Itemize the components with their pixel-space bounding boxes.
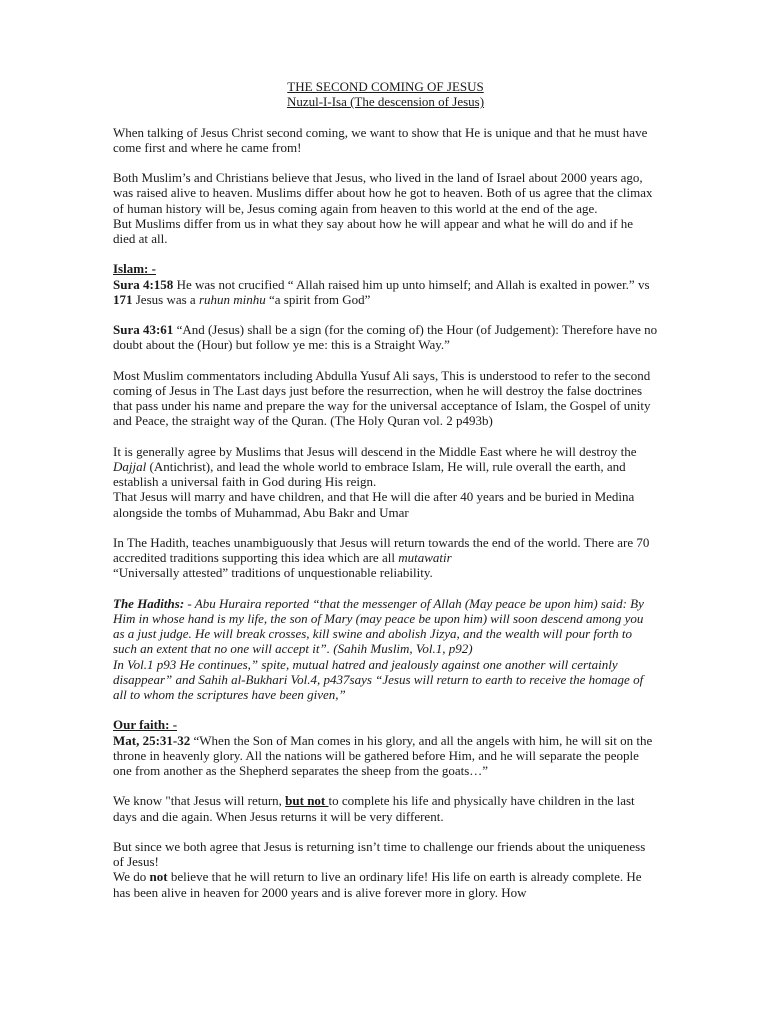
hadiths-paragraph: The Hadiths: - Abu Huraira reported “that the messenger of Allah (May peace be upon him) said: By Him in whose hand is my life, the son of Mary (may peace be upon him) will soon descend among you as a just judge. He will break crosses, kill swine and abolish Jizya, and the wealth will pour forth to such an extent that no one will accept it”. (Sahih Muslim, Vol.1, p92) <box>113 595 644 657</box>
faith-heading: Our faith: - <box>113 717 178 733</box>
document-subtitle: Nuzul-I-Isa (The descension of Jesus) <box>286 94 485 110</box>
document-title: THE SECOND COMING OF JESUS <box>287 79 484 94</box>
both-paragraph: Both Muslim’s and Christians believe that Jesus, who lived in the land of Israel about 2000 years ago, was raised alive to heaven. Muslims differ about how he got to heaven. Both of us agree that the climax of human history will be, Jesus coming again from heaven to this world at the end of the age. <box>113 170 653 216</box>
commentators-paragraph: Most Muslim commentators including Abdulla Yusuf Ali says, This is understood to refer to the second coming of Jesus in The Last days just before the resurrection, when he will destroy the false doctrines that pass under his name and prepare the way for the universal acceptance of Islam, the Gospel of unity and Peace, the straight way of the Quran. (The Holy Quran vol. 2 p493b) <box>113 367 651 429</box>
sura-4-paragraph: Sura 4:158 He was not crucified “ Allah raised him up unto himself; and Allah is exalted in power.” vs 171 Jesus was a ruhun minhu “a spirit from God” <box>113 276 650 307</box>
hadith-paragraph: In The Hadith, teaches unambiguously that Jesus will return towards the end of the world. There are 70 accredited traditions supporting this idea which are all mutawatir “Universally attested” traditions of unquestionable reliability. <box>113 534 650 581</box>
document-page <box>113 79 658 900</box>
hadiths-label: The Hadiths: <box>113 595 185 611</box>
sura-4-ref: Sura 4:158 <box>113 276 174 292</box>
matthew-ref: Mat, 25:31-32 <box>113 732 191 748</box>
sura-43-paragraph: Sura 43:61 “And (Jesus) shall be a sign (for the coming of) the Hour (of Judgement): Therefore have no doubt about the (Hour) but follow ye me: this is a Straight Way.” <box>113 322 658 353</box>
intro-paragraph: When talking of Jesus Christ second coming, we want to show that He is unique and that he must have come first and where he came from! <box>113 124 648 155</box>
islam-heading: Islam: - <box>113 261 156 277</box>
but-paragraph: But Muslims differ from us in what they say about how he will appear and what he will do and if he died at all. <box>113 215 634 246</box>
hadiths-continued: In Vol.1 p93 He continues,” spite, mutual hatred and jealously against one another will certainly disappear” and Sahih al-Bukhari Vol.4, p437says “Jesus will return to earth to receive the homage of all to whom the scriptures have been given,” <box>113 656 644 702</box>
donot-paragraph: We do not believe that he will return to live an ordinary life! His life on earth is already complete. He has been alive in heaven for 2000 years and is alive forever more in glory. How <box>113 869 642 900</box>
since-paragraph: But since we both agree that Jesus is returning isn’t time to challenge our friends about the uniqueness of Jesus! <box>113 838 646 870</box>
agree-paragraph: It is generally agree by Muslims that Jesus will descend in the Middle East where he will destroy the Dajjal (Antichrist), and lead the whole world to embrace Islam, He will, rule overall the earth, and establish a universal faith in God during His reign. <box>113 443 637 490</box>
marry-paragraph: That Jesus will marry and have children, and that He will die after 40 years and be buried in Medina alongside the tombs of Muhammad, Abu Bakr and Umar <box>113 489 635 520</box>
sura-43-ref: Sura 43:61 <box>113 322 174 338</box>
matthew-paragraph: Mat, 25:31-32 “When the Son of Man comes in his glory, and all the angels with him, he will sit on the throne in heavenly glory. All the nations will be gathered before Him, and he will separate the people one from another as the Shepherd separates the sheep from the goats…” <box>113 732 653 778</box>
know-paragraph: We know "that Jesus will return, but not to complete his life and physically have children in the last days and die again. When Jesus returns it will be very different. <box>113 793 635 824</box>
